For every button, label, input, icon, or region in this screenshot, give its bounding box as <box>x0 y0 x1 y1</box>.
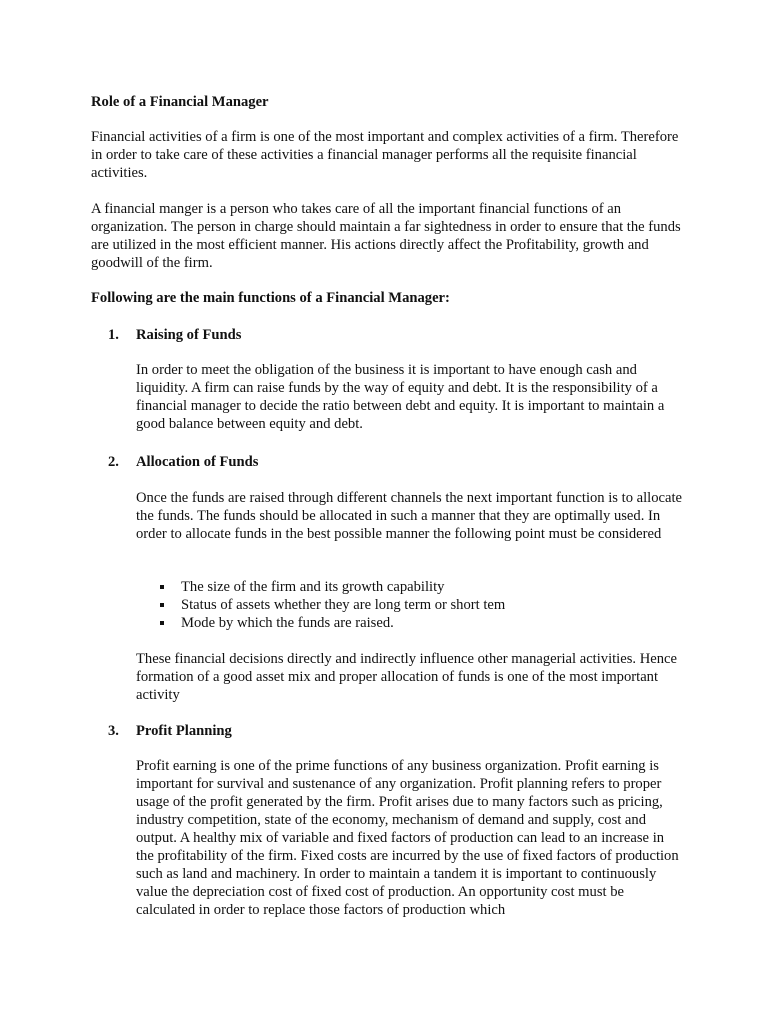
list-item <box>160 596 680 614</box>
intro-paragraph-2: A financial manger is a person who takes care of all the important financial functions of an organization. The person in charge should maintain a far sightedness in order to ensure that the funds are utilized in the most efficient manner. His actions directly affect the Profitability, growth and goodwill of the firm. <box>91 201 681 271</box>
section-number: 3. <box>108 723 119 739</box>
section-body-profit-planning: Profit earning is one of the prime functions of any business organization. Profit earning is important for survival and sustenance of any organization. Profit planning refers to proper usage of the profit generated by the firm. Profit arises due to many factors such as pricing, industry competition, state of the economy, mechanism of demand and supply, cost and output. A healthy mix of variable and fixed factors of production can lead to an increase in the profitability of the firm. Fixed costs are incurred by the use of fixed factors of production such as land and machinery. In order to maintain a tandem it is important to continuously value the depreciation cost of fixed cost of production. An opportunity cost must be calculated in order to replace those factors of production which <box>136 758 679 918</box>
list-item-text: Mode by which the funds are raised. <box>181 615 394 631</box>
list-item <box>160 614 680 632</box>
bullet-icon <box>160 603 164 607</box>
section-heading-allocation-of-funds <box>108 453 684 471</box>
functions-heading: Following are the main functions of a Financial Manager: <box>91 290 450 306</box>
bullet-list <box>160 578 680 632</box>
list-item-text: Status of assets whether they are long term or short tem <box>181 597 506 613</box>
intro-paragraph-1: Financial activities of a firm is one of the most important and complex activities of a firm. Therefore in order to take care of these activities a financial manager performs all the requisite financial activities. <box>91 129 679 181</box>
section-heading-raising-of-funds <box>108 326 684 344</box>
section-heading-profit-planning <box>108 722 684 740</box>
bullet-icon <box>160 621 164 625</box>
section-heading-text: Raising of Funds <box>136 327 242 343</box>
document-title: Role of a Financial Manager <box>91 94 269 110</box>
section-after-bullets-allocation-of-funds: These financial decisions directly and indirectly influence other managerial activities. Hence formation of a good asset mix and proper allocation of funds is one of the most important activity <box>136 651 677 703</box>
section-body-allocation-of-funds: Once the funds are raised through different channels the next important function is to allocate the funds. The funds should be allocated in such a manner that they are optimally used. In order to allocate funds in the best possible manner the following point must be considered <box>136 490 683 542</box>
section-heading-text: Profit Planning <box>136 723 232 739</box>
section-number: 2. <box>108 454 119 470</box>
bullet-icon <box>160 585 164 589</box>
list-item-text: The size of the firm and its growth capability <box>181 579 445 595</box>
section-heading-text: Allocation of Funds <box>136 454 259 470</box>
list-item <box>160 578 680 596</box>
section-number: 1. <box>108 327 119 343</box>
section-body-raising-of-funds: In order to meet the obligation of the business it is important to have enough cash and liquidity. A firm can raise funds by the way of equity and debt. It is the responsibility of a financial manager to decide the ratio between debt and equity. It is important to maintain a good balance between equity and debt. <box>136 362 665 432</box>
